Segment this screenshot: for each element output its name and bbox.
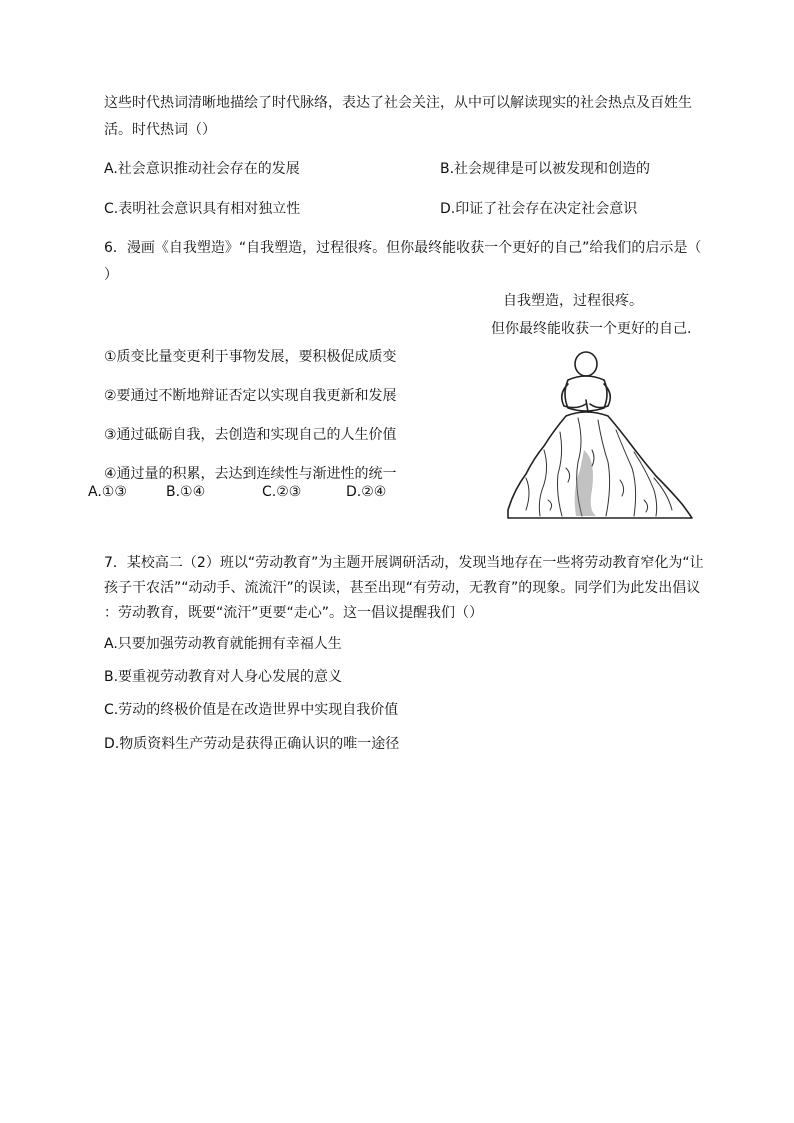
figure-head — [575, 352, 597, 376]
self-shaping-cartoon — [504, 350, 696, 522]
q5-option-a: A.社会意识推动社会存在的发展 — [104, 161, 300, 177]
q6-statement-1: ①质变比量变更利于事物发展，要积极促成质变 — [104, 349, 397, 365]
q5-option-b: B.社会规律是可以被发现和创造的 — [440, 161, 651, 177]
q6-stem-line-2: ） — [104, 267, 118, 283]
q7-option-c: C.劳动的终极价值是在改造世界中实现自我价值 — [104, 702, 399, 718]
q5-option-d: D.印证了社会存在决定社会意识 — [440, 201, 638, 217]
q6-choice-c: C.②③ — [262, 484, 302, 500]
q6-choice-b: B.①④ — [166, 484, 206, 500]
q7-stem-line-3: ：劳动教育，既要“流汗”更要“走心”。这一倡议提醒我们（） — [104, 605, 484, 621]
q7-option-b: B.要重视劳动教育对人身心发展的意义 — [104, 669, 343, 685]
cartoon-caption-line-2: 但你最终能收获一个更好的自己. — [491, 321, 692, 337]
q6-stem-line-1: 6．漫画《自我塑造》“自我塑造，过程很疼。但你最终能收获一个更好的自己”给我们的启示是（ — [104, 240, 702, 256]
q6-choice-a: A.①③ — [88, 484, 127, 500]
q7-option-d: D.物质资料生产劳动是获得正确认识的唯一途径 — [104, 736, 400, 752]
q6-statement-4: ④通过量的积累，去达到连续性与渐进性的统一 — [104, 466, 397, 482]
q7-option-a: A.只要加强劳动教育就能拥有幸福人生 — [104, 636, 342, 652]
rock-mound — [508, 412, 692, 518]
cartoon-caption-line-1: 自我塑造，过程很疼。 — [503, 293, 643, 309]
q5-option-c: C.表明社会意识具有相对独立性 — [104, 201, 301, 217]
q6-statement-3: ③通过砥砺自我，去创造和实现自己的人生价值 — [104, 427, 397, 443]
q7-stem-line-1: 7．某校高二（2）班以“劳动教育”为主题开展调研活动，发现当地存在一些将劳动教育窄化为“让 — [104, 555, 704, 571]
q5-stem-line-1: 这些时代热词清晰地描绘了时代脉络，表达了社会关注，从中可以解读现实的社会热点及百姓生 — [104, 95, 692, 111]
q6-statement-2: ②要通过不断地辩证否定以实现自我更新和发展 — [104, 388, 397, 404]
figure-torso — [565, 376, 607, 411]
q6-choice-d: D.②④ — [346, 484, 387, 500]
q5-stem-line-2: 活。时代热词（） — [104, 122, 216, 138]
q7-stem-line-2: 孩子干农活”“动动手、流流汗”的误读，甚至出现“有劳动，无教育”的现象。同学们为此发出倡议 — [104, 580, 701, 596]
